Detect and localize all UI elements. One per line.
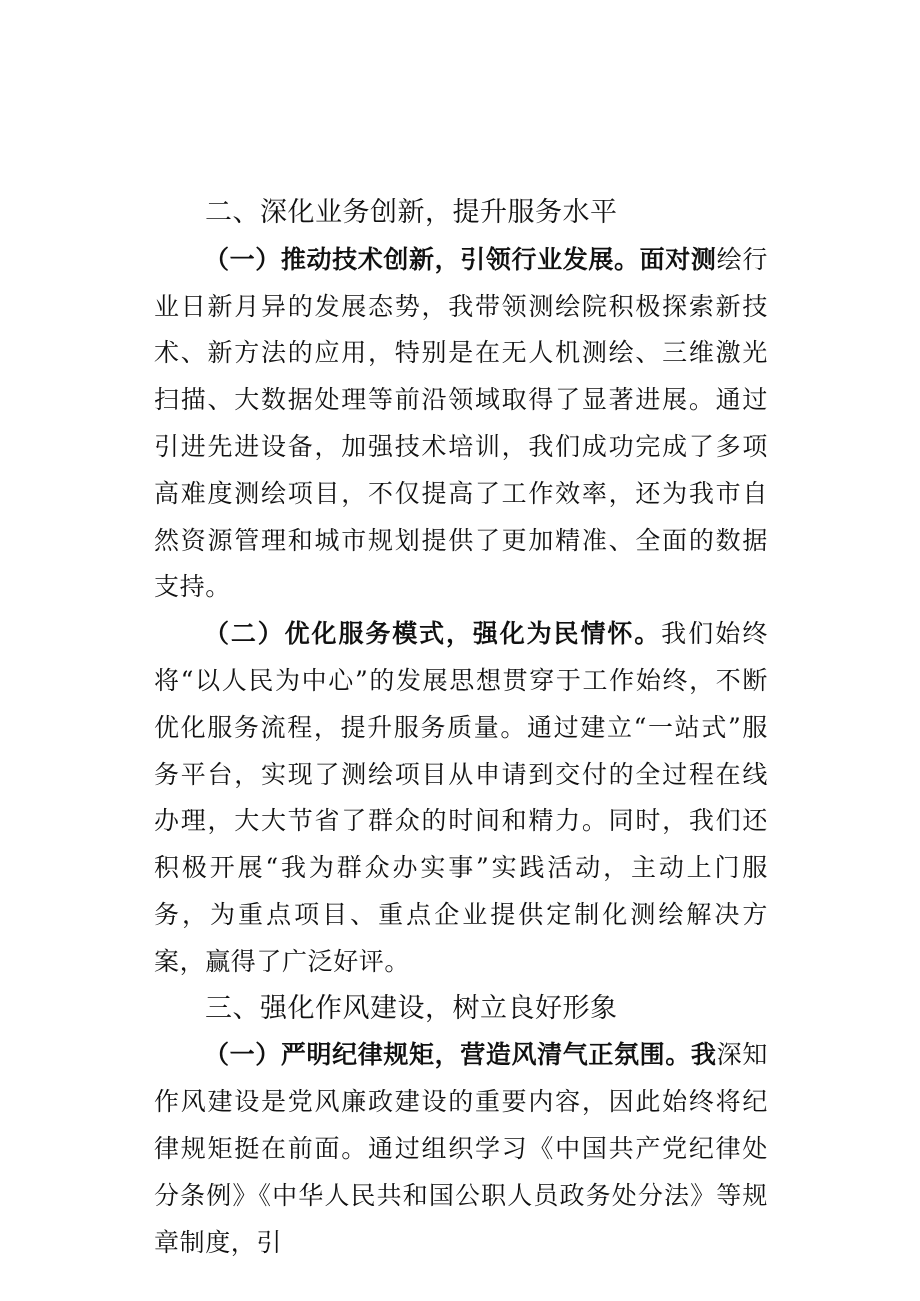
paragraph-lead-bold: （二）优化服务模式，强化为民情怀。	[204, 619, 662, 649]
paragraph-lead-bold: （一）推动技术创新，引领行业发展。面对测	[204, 244, 717, 274]
section-heading-2: 二、深化业务创新，提升服务水平	[205, 197, 618, 228]
paragraph-tech-innovation	[154, 237, 768, 611]
paragraph-lead-bold: （一）严明纪律规矩，营造风清气正氛围。我	[204, 1040, 717, 1070]
paragraph-text: 我们始终将“以人民为中心”的发展思想贯穿于工作始终，不断优化服务流程，提升服务质量。通过建立“一站式”服务平台，实现了测绘项目从申请到交付的全过程在线办理，大大节省了群众的时间和精力。同时，我们还积极开展“我为群众办实事”实践活动，主动上门服务，为重点项目、重点企业提供定制化测绘解决方案，赢得了广泛好评。	[154, 619, 768, 976]
paragraph-text: 深知作风建设是党风廉政建设的重要内容，因此始终将纪律规矩挺在前面。通过组织学习《中国共产党纪律处分条例》《中华人民共和国公职人员政务处分法》等规章制度，引	[154, 1040, 768, 1257]
section-heading-3: 三、强化作风建设，树立良好形象	[205, 992, 618, 1024]
paragraph-text: 绘行业日新月异的发展态势，我带领测绘院积极探索新技术、新方法的应用，特别是在无人机测绘、三维激光扫描、大数据处理等前沿领域取得了显著进展。通过引进先进设备，加强技术培训，我们成功完成了多项高难度测绘项目，不仅提高了工作效率，还为我市自然资源管理和城市规划提供了更加精准、全面的数据支持。	[154, 244, 768, 602]
paragraph-service-mode	[154, 611, 768, 985]
document-body	[154, 190, 768, 1266]
paragraph-discipline	[154, 1032, 768, 1266]
